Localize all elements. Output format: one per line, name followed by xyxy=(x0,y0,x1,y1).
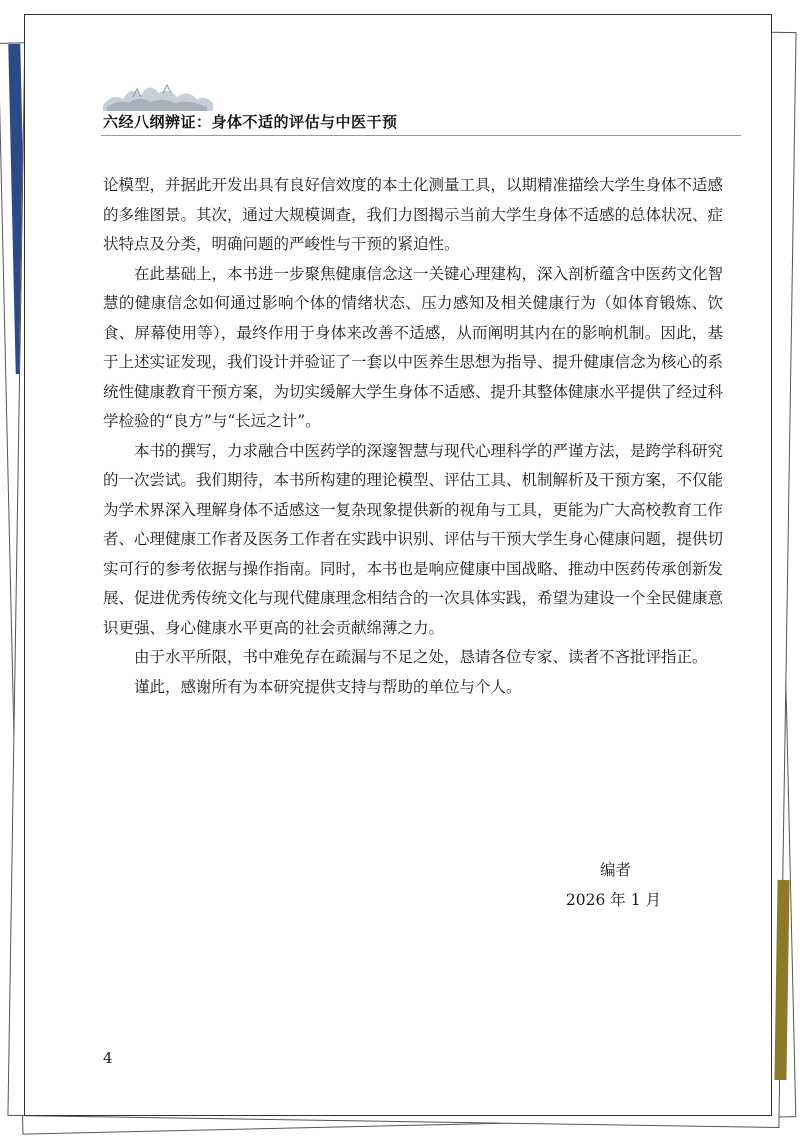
paragraph: 由于水平所限，书中难免存在疏漏与不足之处，恳请各位专家、读者不吝批评指正。 xyxy=(134,648,708,666)
header-divider xyxy=(101,135,741,136)
running-header-title: 六经八纲辨证：身体不适的评估与中医干预 xyxy=(103,113,398,131)
document-page xyxy=(24,14,772,1116)
body-text xyxy=(103,171,723,702)
signature-editor: 编者 xyxy=(599,861,631,879)
paragraph: 谨此，感谢所有为本研究提供支持与帮助的单位与个人。 xyxy=(134,677,522,696)
paragraph: 论模型，并据此开发出具有良好信效度的本土化测量工具，以期精准描绘大学生身体不适感的多维图景。其次，通过大规模调查，我们力图揭示当前大学生身体不适感的总体状况、症状特点及分类，明确问题的严峻性与干预的紧迫性。 xyxy=(103,176,724,253)
paragraph: 本书的撰写，力求融合中医药学的深邃智慧与现代心理科学的严谨方法，是跨学科研究的一次尝试。我们期待，本书所构建的理论模型、评估工具、机制解析及干预方案，不仅能为学术界深入理解身体不适感这一复杂现象提供新的视角与工具，更能为广大高校教育工作者、心理健康工作者及医务工作者在实践中识别、评估与干预大学生身心健康问题，提供切实可行的参考依据与操作指南。同时，本书也是响应健康中国战略、推动中医药传承创新发展、促进优秀传统文化与现代健康理念相结合的一次具体实践，希望为建设一个全民健康意识更强、身心健康水平更高的社会贡献绵薄之力。 xyxy=(103,441,724,637)
landscape-decoration-icon xyxy=(103,75,213,111)
page-number: 4 xyxy=(103,1049,113,1067)
signature-block xyxy=(566,855,661,915)
paragraph: 在此基础上，本书进一步聚焦健康信念这一关键心理建构，深入剖析蕴含中医药文化智慧的健康信念如何通过影响个体的情绪状态、压力感知及相关健康行为（如体育锻炼、饮食、屏幕使用等），最终作用于身体来改善不适感，从而阐明其内在的影响机制。因此，基于上述实证发现，我们设计并验证了一套以中医养生思想为指导、提升健康信念为核心的系统性健康教育干预方案，为切实缓解大学生身体不适感、提升其整体健康水平提供了经过科学检验的“良方”与“长远之计”。 xyxy=(103,264,724,430)
signature-date: 2026 年 1 月 xyxy=(565,891,661,909)
